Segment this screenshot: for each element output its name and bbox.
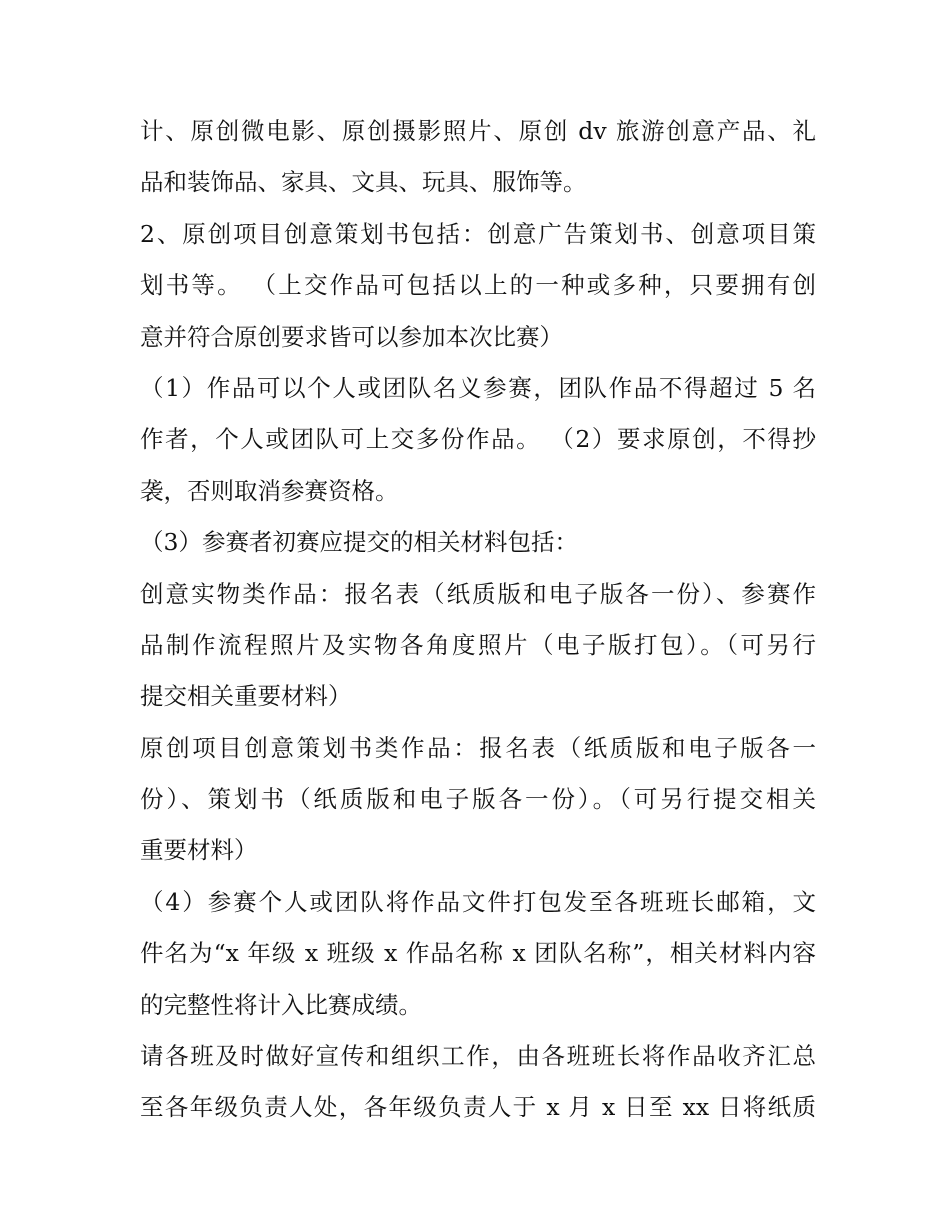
text-line-1: 计、原创微电影、原创摄影照片、原创 dv 旅游创意产品、礼 [140, 117, 816, 145]
document-body [140, 106, 816, 1134]
text-line-20: 至各年级负责人处，各年级负责人于 x 月 x 日至 xx 日将纸质 [140, 1093, 816, 1122]
text-line-5: 意并符合原创要求皆可以参加本次比赛） [140, 322, 563, 351]
text-line-14: 份）、策划书（纸质版和电子版各一份）。（可另行提交相关 [140, 785, 816, 814]
text-line-15: 重要材料） [140, 836, 258, 865]
text-line-4: 划书等。 （上交作品可包括以上的一种或多种，只要拥有创 [140, 271, 816, 300]
text-line-16: （4）参赛个人或团队将作品文件打包发至各班班长邮箱，文 [140, 887, 816, 916]
text-line-11: 品制作流程照片及实物各角度照片（电子版打包）。（可另行 [140, 630, 816, 659]
text-line-7: 作者，个人或团队可上交多份作品。 （2）要求原创，不得抄 [140, 425, 816, 454]
text-line-17: 件名为“x 年级 x 班级 x 作品名称 x 团队名称”，相关材料内容 [140, 939, 816, 968]
text-line-6: （1）作品可以个人或团队名义参赛，团队作品不得超过 5 名 [140, 373, 816, 402]
text-line-19: 请各班及时做好宣传和组织工作，由各班班长将作品收齐汇总 [140, 1042, 816, 1071]
text-line-8: 袭，否则取消参赛资格。 [140, 476, 399, 505]
text-line-10: 创意实物类作品：报名表（纸质版和电子版各一份）、参赛作 [140, 579, 816, 608]
text-line-9: （3）参赛者初赛应提交的相关材料包括： [140, 528, 578, 557]
text-line-2: 品和装饰品、家具、文具、玩具、服饰等。 [140, 168, 587, 197]
text-line-12: 提交相关重要材料） [140, 682, 352, 711]
text-line-13: 原创项目创意策划书类作品：报名表（纸质版和电子版各一 [140, 733, 816, 762]
text-line-3: 2、原创项目创意策划书包括：创意广告策划书、创意项目策 [140, 219, 816, 248]
text-line-18: 的完整性将计入比赛成绩。 [140, 990, 422, 1019]
